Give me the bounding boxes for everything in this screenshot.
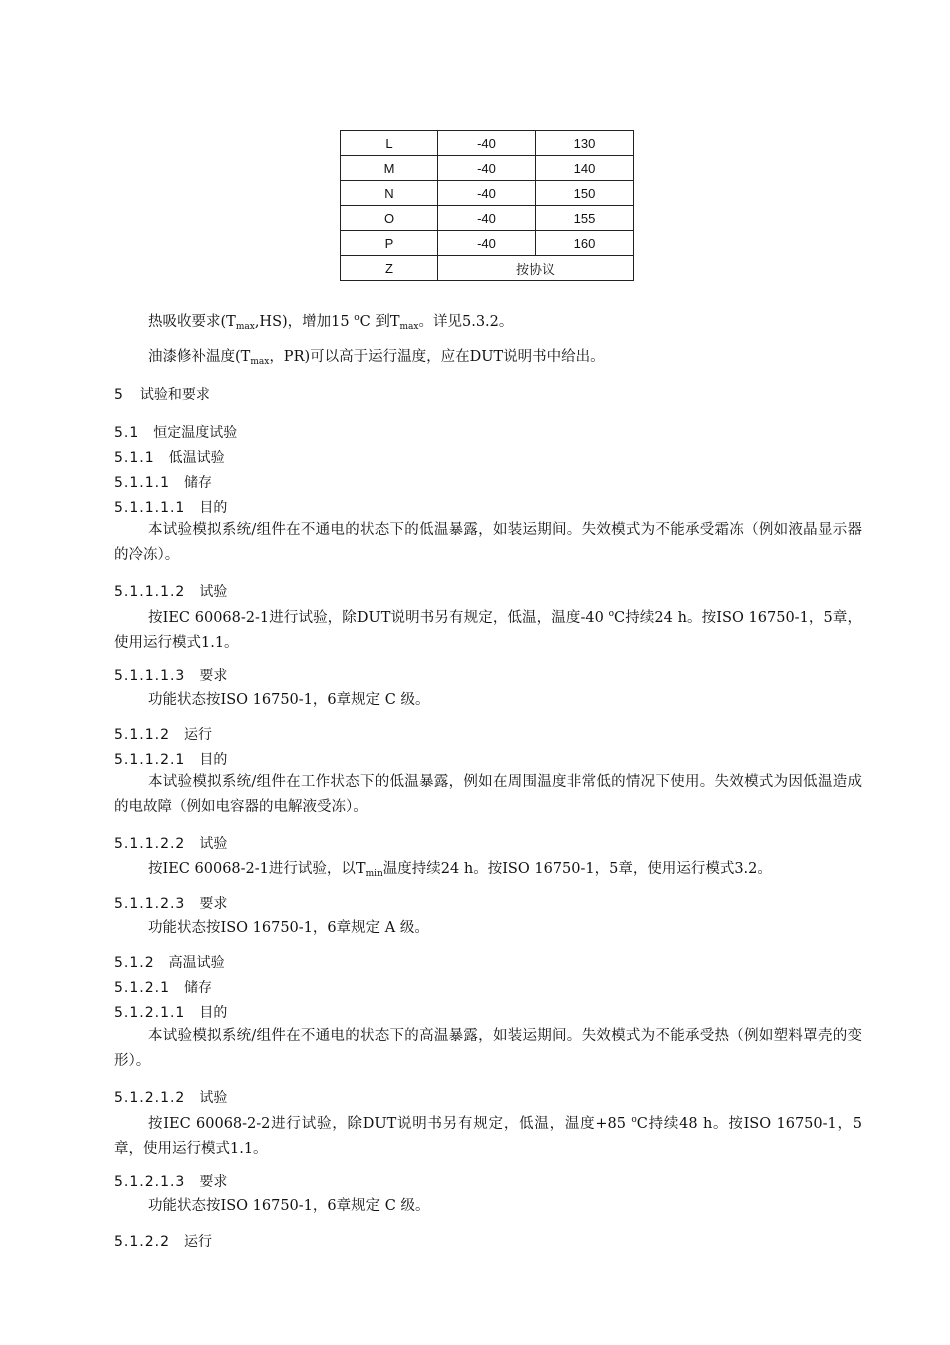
note-heat-absorption	[148, 310, 513, 332]
table-row	[341, 256, 634, 281]
section-heading	[114, 1171, 227, 1191]
section-heading	[114, 1002, 227, 1022]
table-cell: -40	[438, 206, 536, 231]
table-cell-merged: 按协议	[438, 256, 634, 281]
section-number: 5.1.2.1.3	[114, 1174, 186, 1190]
section-heading	[114, 749, 227, 769]
section-heading	[114, 665, 227, 685]
table-cell: -40	[438, 181, 536, 206]
section-number: 5	[114, 387, 124, 403]
section-title: 试验和要求	[139, 387, 210, 403]
section-title: 要求	[199, 668, 228, 684]
table-row	[341, 231, 634, 256]
section-title: 目的	[199, 1005, 228, 1021]
section-heading	[114, 581, 227, 601]
section-number: 5.1.1.2.1	[114, 752, 186, 768]
section-number: 5.1.2	[114, 955, 155, 971]
note-text: C 到T	[359, 314, 400, 330]
section-title: 运行	[183, 727, 212, 743]
section-number: 5.1.1.2	[114, 727, 170, 743]
body-paragraph: 本试验模拟系统/组件在不通电的状态下的低温暴露，如装运期间。失效模式为不能承受霜冻（例如液晶显示器的冷冻）。	[114, 522, 862, 563]
section-title: 储存	[183, 475, 212, 491]
paragraph-text: 按IEC 60068-2-1进行试验，以T	[148, 861, 366, 877]
section-title: 恒定温度试验	[153, 425, 238, 441]
table-row	[341, 131, 634, 156]
table-cell: 155	[536, 206, 634, 231]
subscript: max	[250, 357, 270, 367]
section-heading	[114, 724, 212, 744]
table-row	[341, 206, 634, 231]
section-title: 试验	[199, 836, 228, 852]
note-text: 热吸收要求(T	[148, 314, 236, 330]
section-title: 要求	[199, 896, 228, 912]
section-heading	[114, 833, 227, 853]
section-heading	[114, 447, 225, 467]
paragraph-text: 按IEC 60068-2-2进行试验，除DUT说明书另有规定，低温，温度+85	[148, 1116, 632, 1132]
table-cell: -40	[438, 131, 536, 156]
table-cell: N	[341, 181, 438, 206]
section-number: 5.1.1.1.3	[114, 668, 186, 684]
section-number: 5.1.2.1	[114, 980, 170, 996]
section-title: 试验	[199, 1090, 228, 1106]
section-title: 高温试验	[168, 955, 225, 971]
note-paint-repair	[148, 345, 605, 367]
paragraph-text: 按IEC 60068-2-1进行试验，除DUT说明书另有规定，低温，温度-40	[148, 610, 609, 626]
section-title: 试验	[199, 584, 228, 600]
body-paragraph	[114, 1108, 862, 1162]
section-number: 5.1.1	[114, 450, 155, 466]
body-paragraph: 功能状态按ISO 16750-1，6章规定 C 级。	[148, 1198, 430, 1214]
body-paragraph: 功能状态按ISO 16750-1，6章规定 C 级。	[148, 692, 430, 708]
table-cell: O	[341, 206, 438, 231]
note-text: 油漆修补温度(T	[148, 349, 251, 365]
section-heading	[114, 977, 212, 997]
paragraph-text: C持续48 h。按ISO 16750-1，5章，使用运行模式1.1。	[114, 1116, 862, 1157]
temperature-class-table	[340, 130, 634, 281]
section-title: 运行	[183, 1234, 212, 1250]
note-text: ,HS)，增加15	[254, 314, 355, 330]
subscript: min	[365, 869, 383, 879]
superscript: o	[608, 609, 614, 619]
table-cell: M	[341, 156, 438, 181]
superscript: o	[354, 313, 360, 323]
body-paragraph: 功能状态按ISO 16750-1，6章规定 A 级。	[148, 920, 429, 936]
superscript: o	[631, 1115, 637, 1125]
section-number: 5.1.1.2.2	[114, 836, 186, 852]
table-cell: 150	[536, 181, 634, 206]
section-heading	[114, 893, 227, 913]
body-paragraph: 本试验模拟系统/组件在工作状态下的低温暴露，例如在周围温度非常低的情况下使用。失效模式为因低温造成的电故障（例如电容器的电解液受冻）。	[114, 774, 862, 815]
section-heading	[114, 952, 225, 972]
paragraph-text: C持续24 h。按ISO 16750-1，5章，使用运行模式1.1。	[114, 610, 862, 651]
section-number: 5.1.1.1.1	[114, 500, 186, 516]
table-row	[341, 156, 634, 181]
section-number: 5.1.1.1	[114, 475, 170, 491]
section-title: 要求	[199, 1174, 228, 1190]
subscript: max	[235, 322, 255, 332]
section-number: 5.1.1.2.3	[114, 896, 186, 912]
paragraph-text: 温度持续24 h。按ISO 16750-1，5章，使用运行模式3.2。	[382, 861, 772, 877]
section-number: 5.1.1.1.2	[114, 584, 186, 600]
section-heading	[114, 1231, 212, 1251]
table-row	[341, 181, 634, 206]
section-title: 目的	[199, 500, 228, 516]
section-number: 5.1.2.1.2	[114, 1090, 186, 1106]
section-title: 目的	[199, 752, 228, 768]
body-paragraph	[114, 602, 862, 656]
body-paragraph: 本试验模拟系统/组件在不通电的状态下的高温暴露，如装运期间。失效模式为不能承受热（例如塑料罩壳的变形）。	[114, 1028, 862, 1069]
section-heading	[114, 472, 212, 492]
table-cell: -40	[438, 231, 536, 256]
section-title: 储存	[183, 980, 212, 996]
table-cell: -40	[438, 156, 536, 181]
body-paragraph	[148, 857, 772, 879]
table-cell: P	[341, 231, 438, 256]
table-cell: 160	[536, 231, 634, 256]
section-number: 5.1.2.1.1	[114, 1005, 186, 1021]
section-heading	[114, 1087, 227, 1107]
table-cell: L	[341, 131, 438, 156]
note-text: ，PR)可以高于运行温度，应在DUT说明书中给出。	[269, 349, 605, 365]
section-number: 5.1	[114, 425, 140, 441]
table-cell: 130	[536, 131, 634, 156]
section-heading	[114, 384, 210, 404]
note-text: 。详见5.3.2。	[418, 314, 514, 330]
section-heading	[114, 422, 237, 442]
section-heading	[114, 497, 227, 517]
subscript: max	[399, 322, 419, 332]
section-title: 低温试验	[168, 450, 225, 466]
section-number: 5.1.2.2	[114, 1234, 170, 1250]
table-cell: 140	[536, 156, 634, 181]
table-cell: Z	[341, 256, 438, 281]
